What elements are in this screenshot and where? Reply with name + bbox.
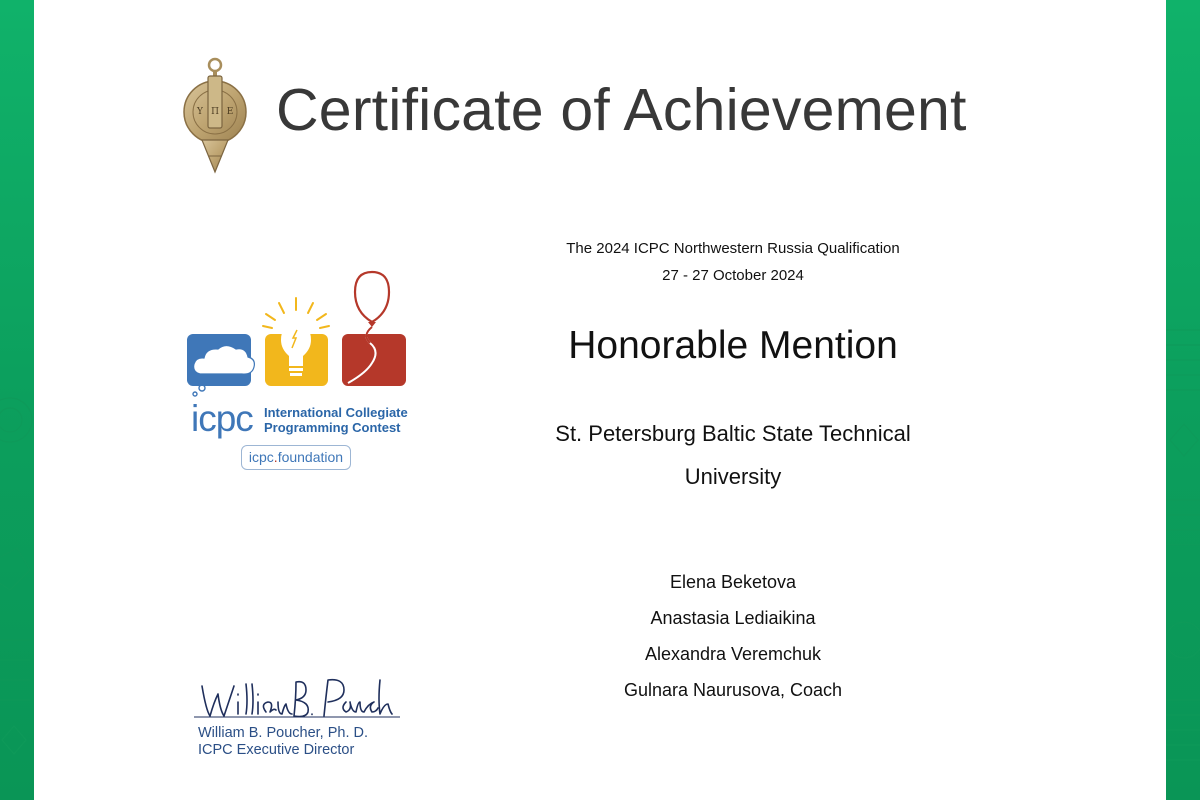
icpc-logo-icon — [186, 268, 410, 398]
foundation-suffix: foundation — [277, 449, 344, 465]
institution-line-2: University — [684, 464, 782, 489]
border-pattern — [1166, 0, 1200, 800]
upe-medal-icon — [178, 56, 252, 176]
signatory-role: ICPC Executive Director — [198, 742, 355, 758]
team-coach: Gulnara Naurusova, Coach — [623, 680, 843, 700]
svg-text:Ε: Ε — [226, 107, 234, 117]
left-border — [0, 0, 34, 800]
icpc-foundation-badge — [241, 445, 351, 470]
team-member: Elena Beketova — [669, 572, 797, 592]
border-pattern — [0, 0, 34, 800]
icpc-full-name — [264, 405, 408, 435]
signatory-name: William B. Poucher, Ph. D. — [198, 725, 369, 741]
icpc-wordmark: icpc — [191, 398, 253, 439]
team-member: Alexandra Veremchuk — [644, 644, 822, 664]
institution-line-1: St. Petersburg Baltic State Technical — [555, 421, 911, 446]
contest-dates: 27 - 27 October 2024 — [662, 267, 804, 284]
right-border — [1166, 0, 1200, 800]
icpc-name-line1: International Collegiate — [264, 405, 408, 420]
certificate-title: Certificate of Achievement — [276, 77, 967, 143]
contest-name: The 2024 ICPC Northwestern Russia Qualification — [566, 240, 900, 257]
handwritten-signature — [194, 672, 404, 722]
foundation-prefix: icpc — [248, 449, 274, 465]
award-title: Honorable Mention — [568, 324, 898, 367]
icpc-name-line2: Programming Contest — [264, 420, 401, 435]
team-member: Anastasia Lediaikina — [650, 608, 816, 628]
svg-text:Π: Π — [211, 107, 219, 117]
foundation-dot: . — [273, 449, 278, 465]
svg-text:Υ: Υ — [197, 107, 203, 117]
